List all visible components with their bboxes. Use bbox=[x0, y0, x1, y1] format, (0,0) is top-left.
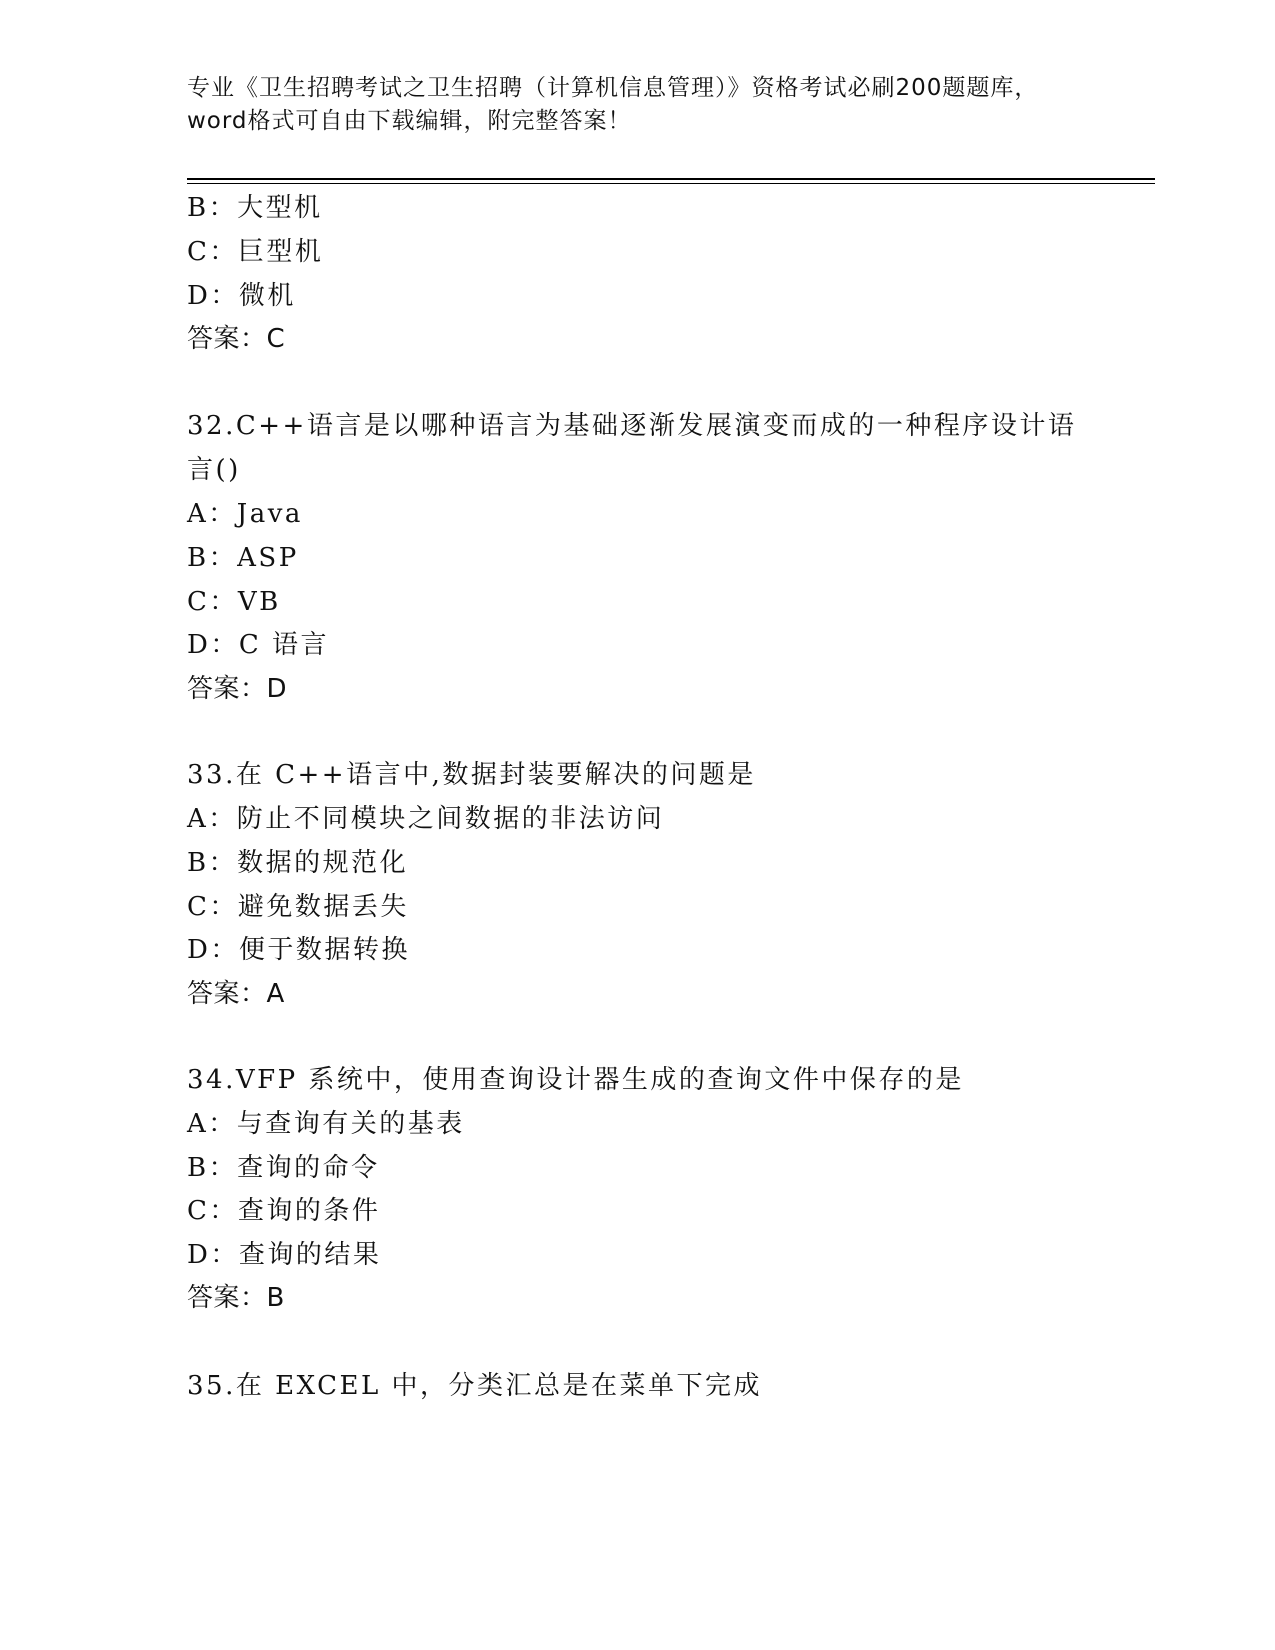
q34-option-b: B：查询的命令 bbox=[187, 1153, 380, 1183]
q34-answer: 答案：B bbox=[187, 1283, 285, 1313]
q34-option-c: C：查询的条件 bbox=[187, 1196, 381, 1226]
q31-answer: 答案：C bbox=[187, 324, 286, 354]
q32-option-a: A：Java bbox=[187, 499, 303, 529]
document-header bbox=[187, 72, 1087, 138]
q32-stem-line-1: 32.C++语言是以哪种语言为基础逐渐发展演变而成的一种程序设计语 bbox=[187, 411, 1077, 441]
q34-stem: 34.VFP 系统中，使用查询设计器生成的查询文件中保存的是 bbox=[187, 1065, 964, 1095]
q31-option-d: D：微机 bbox=[187, 281, 296, 311]
q32-option-b: B：ASP bbox=[187, 543, 299, 573]
q33-option-a: A：防止不同模块之间数据的非法访问 bbox=[187, 804, 665, 834]
q32-stem-line-2: 言() bbox=[187, 455, 241, 485]
q31-option-c: C：巨型机 bbox=[187, 237, 324, 267]
q33-option-c: C：避免数据丢失 bbox=[187, 892, 409, 922]
header-line-1: 专业《卫生招聘考试之卫生招聘（计算机信息管理）》资格考试必刷200题题库， bbox=[187, 75, 1039, 101]
q33-stem: 33.在 C++语言中,数据封装要解决的问题是 bbox=[187, 760, 756, 790]
q34-option-a: A：与查询有关的基表 bbox=[187, 1109, 465, 1139]
q33-option-b: B：数据的规范化 bbox=[187, 848, 409, 878]
header-line-2: word格式可自由下载编辑，附完整答案！ bbox=[187, 108, 632, 134]
q34-option-d: D：查询的结果 bbox=[187, 1240, 382, 1270]
q35-stem: 35.在 EXCEL 中，分类汇总是在菜单下完成 bbox=[187, 1371, 763, 1401]
q32-answer: 答案：D bbox=[187, 674, 288, 704]
q31-option-b: B：大型机 bbox=[187, 193, 323, 223]
q32-option-d: D：C 语言 bbox=[187, 630, 330, 660]
header-divider bbox=[187, 178, 1155, 184]
q33-option-d: D：便于数据转换 bbox=[187, 935, 410, 965]
q32-option-c: C：VB bbox=[187, 587, 281, 617]
q33-answer: 答案：A bbox=[187, 979, 285, 1009]
